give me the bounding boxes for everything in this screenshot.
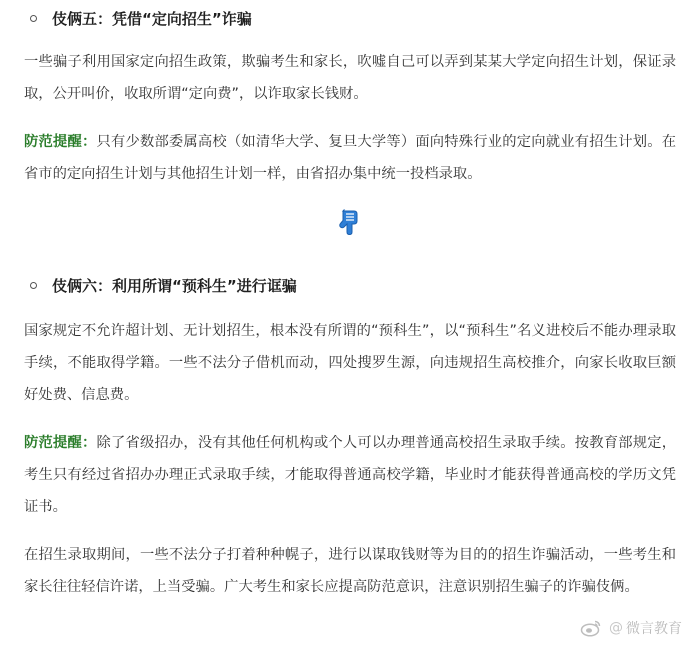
watermark — [580, 618, 682, 638]
watermark-separator: @ — [609, 620, 623, 636]
watermark-text: 微言教育 — [626, 621, 682, 637]
closing-paragraph: 在招生录取期间，一些不法分子打着种种幌子，进行以谋取钱财等为目的的招生诈骗活动，一些考生和家长往往轻信许诺，上当受骗。广大考生和家长应提高防范意识，注意识别招生骗子的诈骗伎俩。 — [24, 547, 676, 595]
section6-warning — [24, 427, 676, 523]
bullet-icon — [30, 282, 37, 289]
weibo-logo-icon — [580, 619, 602, 637]
section5-warning — [24, 126, 676, 190]
section6-title: 伎俩六：利用所谓“预科生”进行诓骗 — [52, 277, 297, 295]
warning-text: 除了省级招办，没有其他任何机构或个人可以办理普通高校招生录取手续。按教育部规定，考生只有经过省招办办理正式录取手续，才能取得普通高校学籍，毕业时才能获得普通高校的学历文凭证书。 — [24, 435, 676, 515]
warning-label: 防范提醒： — [24, 435, 97, 451]
section6-body: 国家规定不允许超计划、无计划招生，根本没有所谓的“预科生”，以“预科生”名义进校后不能办理录取手续，不能取得学籍。一些不法分子借机而动，四处搜罗生源，向违规招生高校推介，向家长收取巨额好处费、信息费。 — [24, 323, 676, 403]
pointing-down-hand-icon — [338, 209, 362, 235]
section6-heading — [30, 275, 297, 296]
warning-label: 防范提醒： — [24, 134, 97, 150]
section5-title: 伎俩五：凭借“定向招生”诈骗 — [52, 10, 252, 28]
section5-body: 一些骗子利用国家定向招生政策，欺骗考生和家长，吹嘘自己可以弄到某某大学定向招生计划，保证录取，公开叫价，收取所谓“定向费”，以诈取家长钱财。 — [24, 54, 676, 102]
warning-text: 只有少数部委属高校（如清华大学、复旦大学等）面向特殊行业的定向就业有招生计划。在省市的定向招生计划与其他招生计划一样，由省招办集中统一投档录取。 — [24, 134, 676, 182]
section5-heading — [30, 8, 252, 29]
bullet-icon — [30, 15, 37, 22]
